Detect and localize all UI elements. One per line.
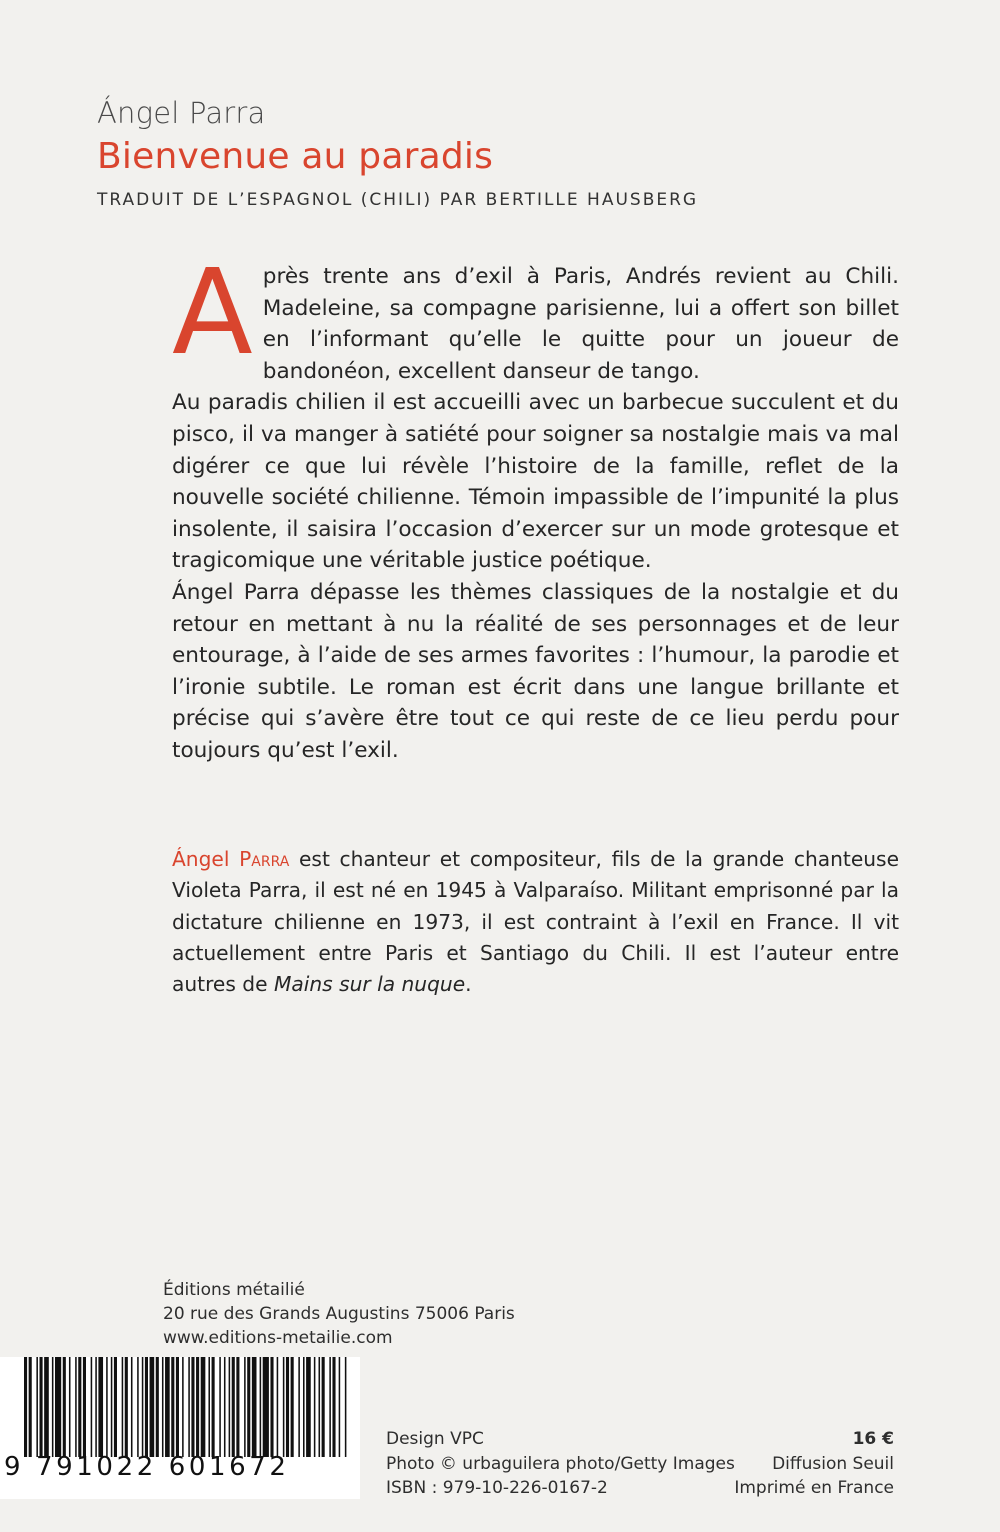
barcode-digits: 9 791022 601672 xyxy=(4,1452,290,1482)
barcode-bars xyxy=(22,1357,352,1457)
bio-author-name xyxy=(172,847,289,871)
book-title: Bienvenue au paradis xyxy=(97,136,494,177)
bio-name-first: Ángel xyxy=(172,847,230,871)
translator-line: TRADUIT DE L’ESPAGNOL (CHILI) PAR BERTILLE HAUSBERG xyxy=(97,190,699,210)
author-name: Ángel Parra xyxy=(97,96,266,130)
blurb-paragraph-3: Ángel Parra dépasse les thèmes classiques de la nostalgie et du retour en mettant à nu la réalité de ses personnages et de leur entourage, à l’aide de ses armes favorites : l’humour, la parodie et l’ironie subtile. Le roman est écrit dans une langue brillante et précise qui s’avère être tout ce qui reste de ce lieu perdu pour toujours qu’est l’exil. xyxy=(172,579,899,763)
bio-end: . xyxy=(465,972,472,997)
credit-design: Design VPC xyxy=(386,1429,484,1449)
blurb-paragraph-2: Au paradis chilien il est accueilli avec un barbecue succulent et du pisco, il va manger à satiété pour soigner sa nostalgie mais va mal digérer ce que lui révèle l’histoire de la famille, reflet de la nouvelle société chilienne. Témoin impassible de l’impunité la plus insolente, il saisira l’occasion d’exercer sur un mode grotesque et tragicomique une véritable justice poétique. xyxy=(172,390,899,574)
drop-cap-letter: A xyxy=(172,243,253,381)
printed-label: Imprimé en France xyxy=(734,1478,894,1498)
bio-name-last: Parra xyxy=(239,847,290,871)
bio-text: est chanteur et compositeur, fils de la grande chanteuse Violeta Parra, il est né en 1945 à Valparaíso. Militant emprisonné par la dictature chilienne en 1973, il est contraint à l’exil en France. Il vit actuellement entre Paris et Santiago du Chili. Il est l’auteur entre autres de xyxy=(172,847,899,997)
publisher-website: www.editions-metailie.com xyxy=(163,1328,393,1348)
price-label: 16 € xyxy=(852,1429,894,1449)
distribution-label: Diffusion Seuil xyxy=(772,1453,894,1474)
bio-work-title: Mains sur la nuque xyxy=(273,972,466,997)
credits-block xyxy=(386,1427,735,1501)
publisher-address: 20 rue des Grands Augustins 75006 Paris xyxy=(163,1304,515,1324)
pricing-block xyxy=(734,1427,894,1501)
book-blurb xyxy=(172,243,899,767)
credit-isbn: ISBN : 979-10-226-0167-2 xyxy=(386,1478,608,1498)
author-bio xyxy=(172,844,899,1000)
credit-photo: Photo © urbaguilera photo/Getty Images xyxy=(386,1453,735,1474)
blurb-paragraph-1 xyxy=(172,243,899,387)
publisher-name: Éditions métailié xyxy=(163,1280,305,1300)
blurb-paragraph-1-text: près trente ans d’exil à Paris, Andrés revient au Chili. Madeleine, sa compagne parisienne, lui a offert son billet en l’informant qu’elle le quitte pour un joueur de bandonéon, excellent danseur de tango. xyxy=(262,264,899,384)
publisher-block xyxy=(163,1278,515,1350)
barcode xyxy=(0,1357,360,1503)
